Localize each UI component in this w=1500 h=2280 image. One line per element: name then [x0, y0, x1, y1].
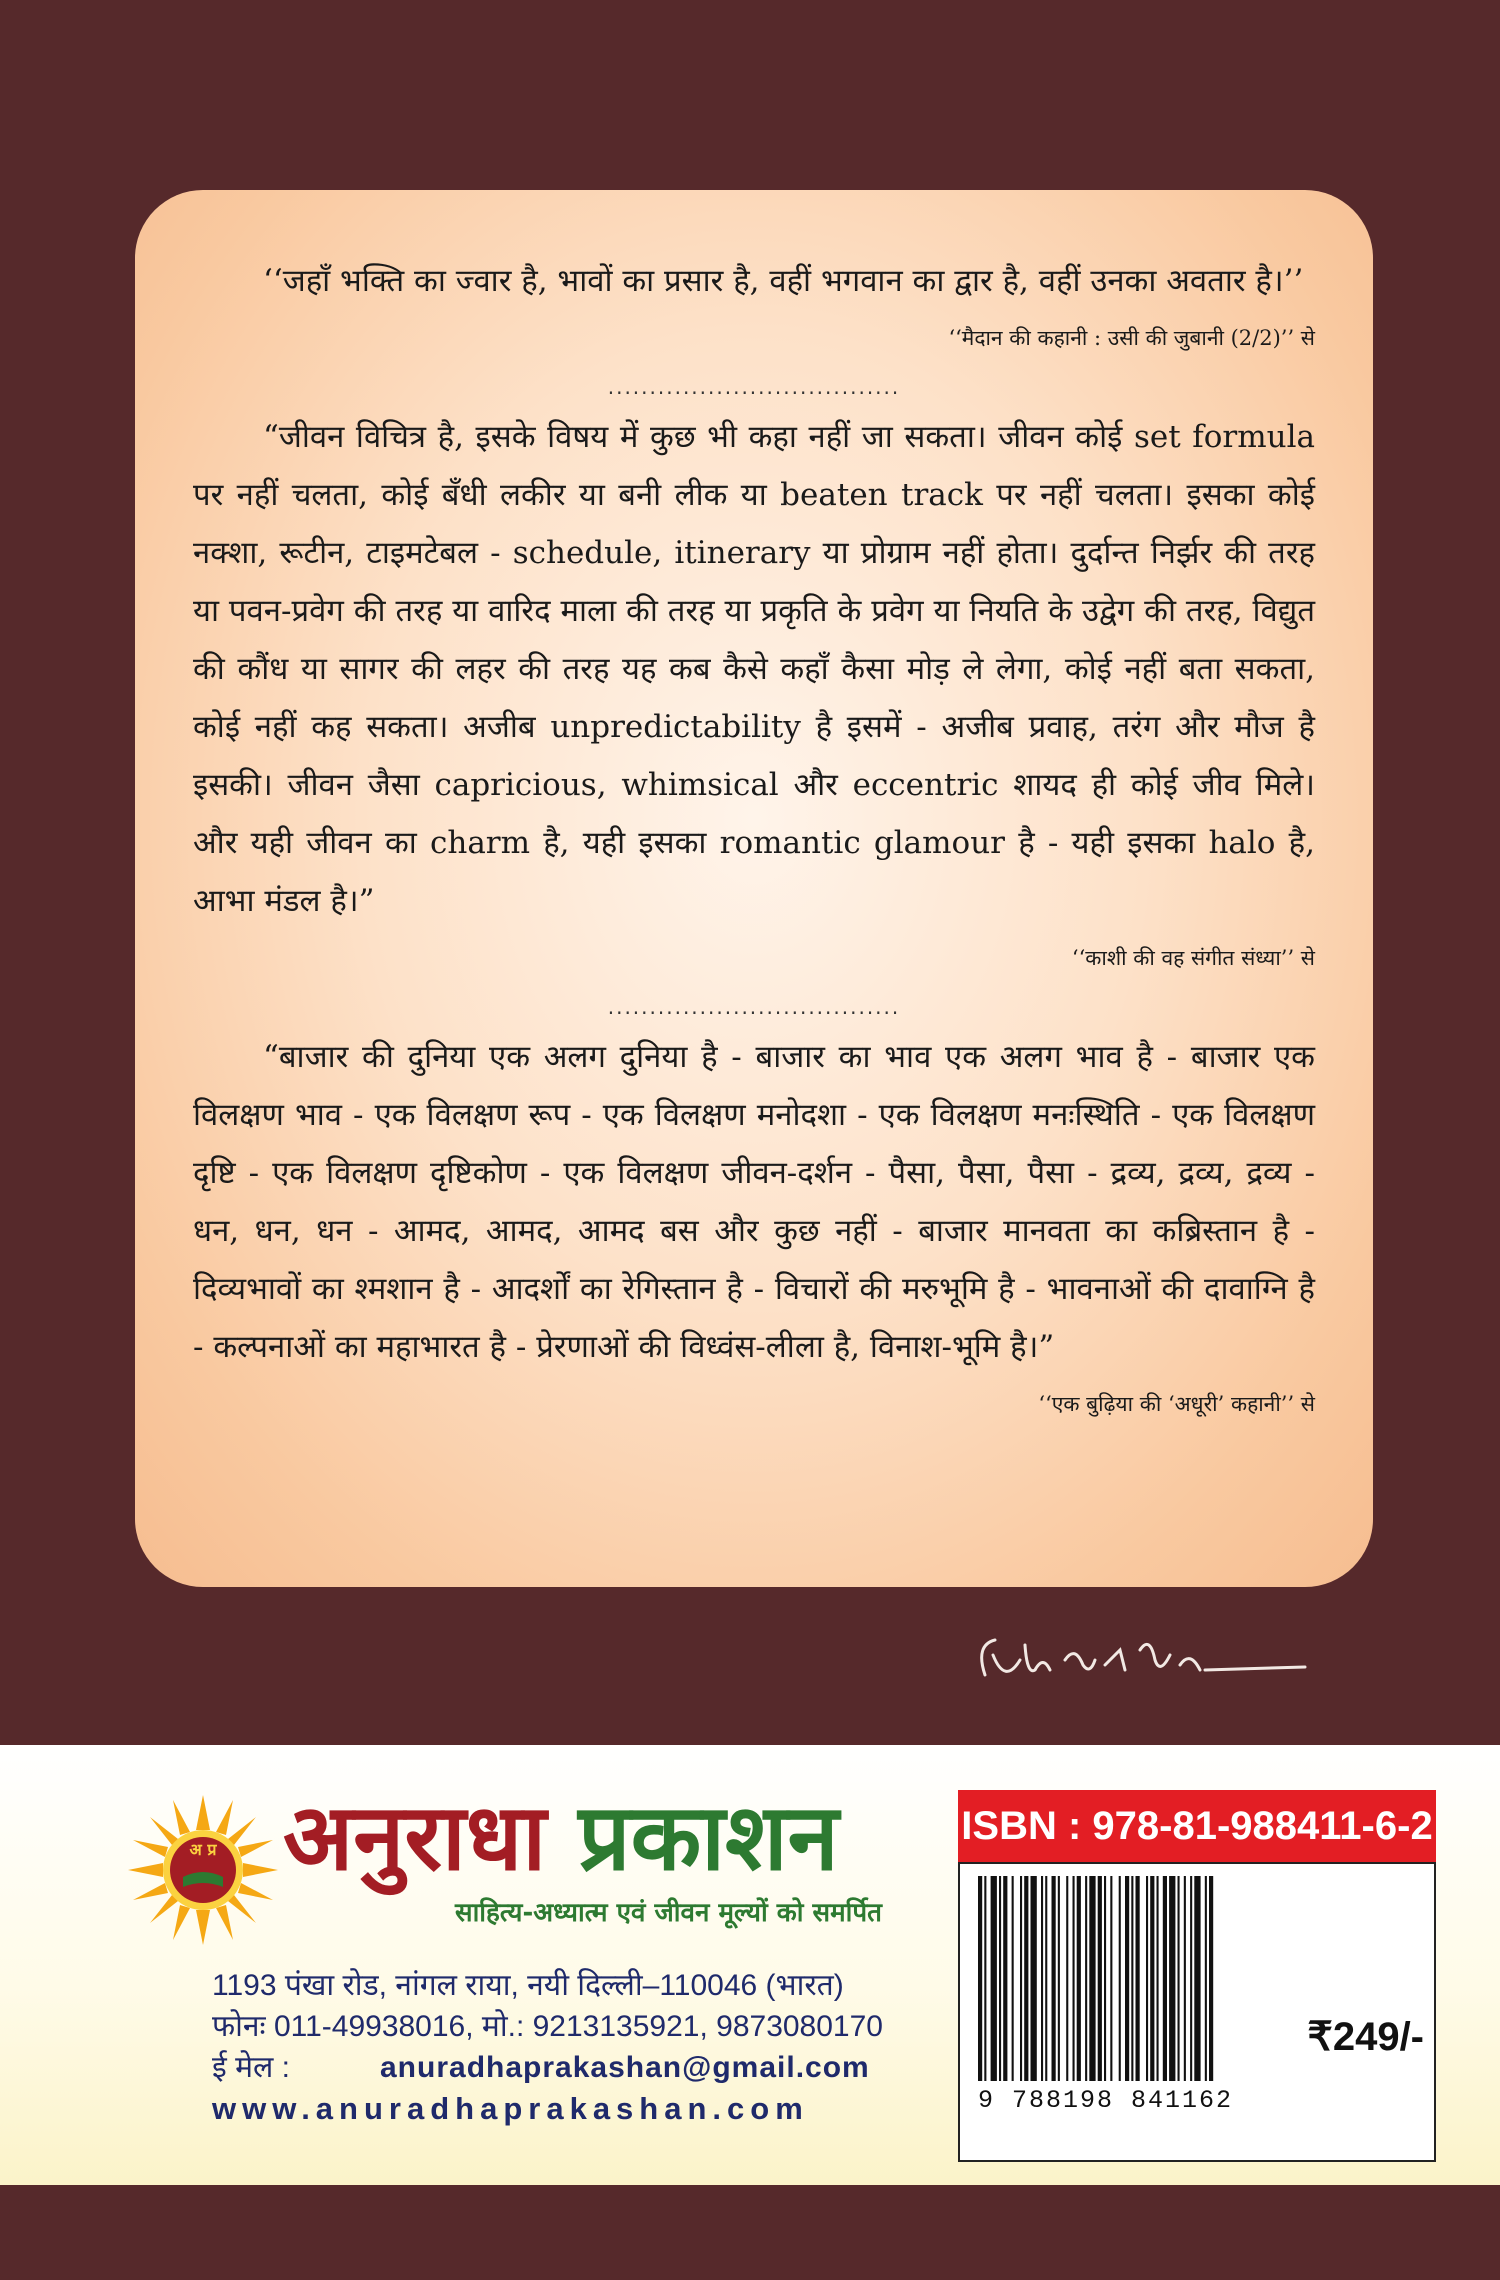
publisher-name-part2: प्रकाशन	[578, 1784, 839, 1891]
quote-3-text: “बाजार की दुनिया एक अलग दुनिया है - बाजार का भाव एक अलग भाव है - बाजार एक विलक्षण भाव - एक विलक्षण रूप - एक विलक्षण मनोदशा - एक विलक्षण मनःस्थिति - एक विलक्षण दृष्टि - एक विलक्षण दृष्टिकोण - एक विलक्षण जीवन-दर्शन - पैसा, पैसा, पैसा - द्रव्य, द्रव्य, द्रव्य - धन, धन, धन - आमद, आमद, आमद बस और कुछ नहीं - बाजार मानवता का कब्रिस्तान है - दिव्यभावों का श्मशान है - आदर्शों का रेगिस्तान है - विचारों की मरुभूमि है - भावनाओं की दावाग्नि है - कल्पनाओं का महाभारत है - प्रेरणाओं की विध्वंस-लीला है, विनाश-भूमि है।”	[193, 1039, 1315, 1365]
barcode-bar	[1052, 1876, 1056, 2081]
publisher-logo-letters: अ प्र	[189, 1840, 217, 1859]
barcode-bar	[1110, 1876, 1112, 2081]
barcode-bar	[1150, 1876, 1154, 2081]
barcode-bar	[1184, 1876, 1186, 2081]
quote-2-text: “जीवन विचित्र है, इसके विषय में कुछ भी कहा नहीं जा सकता। जीवन कोई set formula पर नहीं चलता, कोई बँधी लकीर या बनी लीक या beaten track पर नहीं चलता। इसका कोई नक्शा, रूटीन, टाइमटेबल - schedule, itinerary या प्रोग्राम नहीं होता। दुर्दान्त निर्झर की तरह या पवन-प्रवेग की तरह या वारिद माला की तरह या प्रकृति के प्रवेग या नियति के उद्वेग की तरह, विद्युत की कौंध या सागर की लहर की तरह यह कब कैसे कहाँ कैसा मोड़ ले लेगा, कोई नहीं बता सकता, कोई नहीं कह सकता। अजीब unpredictability है इसमें - अजीब प्रवाह, तरंग और मौज है इसकी। जीवन जैसा capricious, whimsical और eccentric शायद ही कोई जीव मिले। और यही जीवन का charm है, यही इसका romantic glamour है - यही इसका halo है, आभा मंडल है।”	[193, 419, 1315, 919]
barcode-bar	[978, 1876, 982, 2081]
barcode-bar	[991, 1876, 997, 2081]
barcode-bar	[999, 1876, 1001, 2081]
publisher-email-row	[212, 2047, 912, 2088]
barcode-bar	[1066, 1876, 1068, 2081]
quote-1-source: ‘‘मैदान की कहानी : उसी की जुबानी (2/2)’’ से	[948, 326, 1315, 350]
barcode-bar	[1073, 1876, 1075, 2081]
publisher-phone: फोनः 011-49938016, मो.: 9213135921, 9873080170	[212, 2010, 883, 2043]
barcode-panel	[958, 1862, 1436, 2162]
publisher-name-part1: अनुराधा	[283, 1784, 547, 1891]
barcode-bar	[1012, 1876, 1014, 2081]
quote-1-text: ‘‘जहाँ भक्ति का ज्वार है, भावों का प्रसार है, वहीं भगवान का द्वार है, वहीं उनका अवतार है।’’	[263, 263, 1304, 299]
barcode-bar	[1169, 1876, 1175, 2081]
cover-bottom-strip	[0, 2185, 1500, 2280]
barcode-bar	[1031, 1876, 1037, 2081]
barcode-bar	[1178, 1876, 1180, 2081]
publisher-website[interactable]: www.anuradhaprakashan.com	[212, 2091, 809, 2126]
barcode-bar	[1041, 1876, 1043, 2081]
barcode-bar	[1163, 1876, 1167, 2081]
barcode-bar	[984, 1876, 986, 2081]
publisher-email[interactable]: anuradhaprakashan@gmail.com	[380, 2051, 870, 2084]
barcode-bar	[1194, 1876, 1200, 2081]
barcode-bar	[1205, 1876, 1207, 2081]
barcode-bar	[1020, 1876, 1022, 2081]
quote-3-source: ‘‘एक बुढ़िया की ‘अधूरी’ कहानी’’ से	[1038, 1392, 1315, 1416]
separator-2: ...................................	[607, 995, 901, 1019]
barcode-bar	[1209, 1876, 1213, 2081]
isbn-label: ISBN : 978-81-988411-6-2	[958, 1790, 1436, 1862]
publisher-name	[283, 1783, 839, 1893]
separator-1: ...................................	[607, 375, 901, 399]
barcode-bar	[1085, 1876, 1087, 2081]
barcode-bar	[1003, 1876, 1007, 2081]
barcode-bar	[1119, 1876, 1121, 2081]
price: ₹249/-	[1307, 2015, 1424, 2059]
barcode-bar	[1190, 1876, 1192, 2081]
author-signature-image	[965, 1615, 1315, 1705]
barcode-image	[978, 1876, 1298, 2086]
barcode-bar	[1098, 1876, 1102, 2081]
barcode-bar	[1058, 1876, 1060, 2081]
barcode-bar	[1136, 1876, 1140, 2081]
barcode-bar	[1157, 1876, 1159, 2081]
publisher-tagline: साहित्य-अध्यात्म एवं जीवन मूल्यों को समर्पित	[455, 1898, 882, 1928]
barcode-bar	[1104, 1876, 1106, 2081]
publisher-address: 1193 पंखा रोड, नांगल राया, नयी दिल्ली–110046 (भारत)	[212, 1969, 844, 2002]
barcode-bar	[1131, 1876, 1133, 2081]
quote-2-source: ‘‘काशी की वह संगीत संध्या’’ से	[1071, 946, 1315, 970]
barcode-bar	[1077, 1876, 1081, 2081]
barcode-bar	[1045, 1876, 1047, 2081]
barcode-bar	[1024, 1876, 1028, 2081]
quote-panel	[135, 190, 1373, 1587]
barcode-bar	[1146, 1876, 1148, 2081]
barcode-digits: 9 788198 841162	[978, 2086, 1234, 2115]
publisher-contact	[212, 1965, 912, 2129]
email-label: ई मेल :	[212, 2051, 291, 2084]
barcode-bar	[1125, 1876, 1129, 2081]
barcode-bar	[1089, 1876, 1095, 2081]
publisher-logo-sun-icon	[128, 1795, 278, 1945]
